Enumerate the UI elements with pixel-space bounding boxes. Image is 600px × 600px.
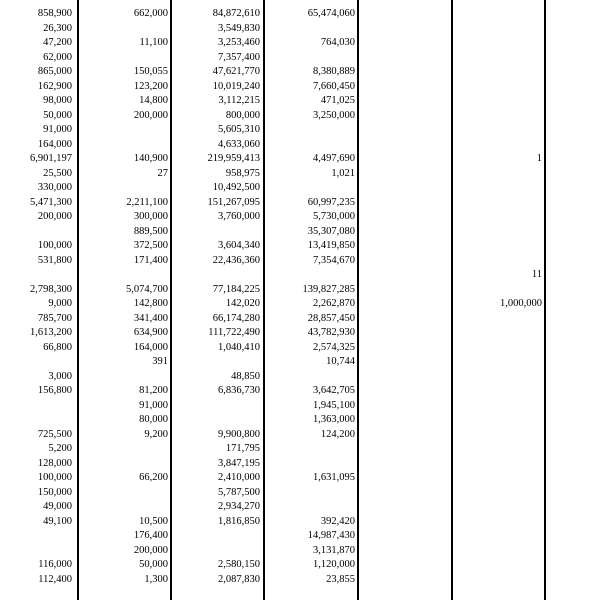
table-cell: 5,200 [48,443,72,454]
table-cell: 531,800 [37,254,72,266]
table-cell: 9,000 [48,298,72,309]
table-cell: 5,730,000 [313,211,355,222]
table-row [0,400,600,412]
table-cell: 1,363,000 [313,414,355,425]
table-cell: 14,987,430 [307,530,355,541]
table-cell: 3,604,340 [218,240,260,251]
table-cell: 2,211,100 [126,196,168,208]
table-cell: 3,847,195 [218,457,260,469]
table-cell: 26,300 [43,22,72,34]
table-cell: 634,900 [133,327,168,338]
table-cell: 23,855 [326,573,355,585]
table-cell: 11,100 [139,37,168,48]
table-cell: 62,000 [43,51,72,63]
table-cell: 35,307,080 [307,225,355,237]
table-cell: 3,112,215 [218,95,260,106]
table-cell: 124,200 [320,428,355,440]
table-cell: 10,744 [326,356,355,367]
table-cell: 3,760,000 [218,211,260,222]
table-cell: 471,025 [320,95,355,106]
table-row [0,530,600,542]
table-cell: 300,000 [133,211,168,222]
table-cell: 219,959,413 [207,153,260,164]
table-cell: 764,030 [320,37,355,48]
table-cell: 27 [157,167,168,179]
table-cell: 100,000 [37,240,72,251]
table-cell: 91,000 [139,399,168,411]
table-cell: 164,000 [37,138,72,150]
table-row [0,52,600,64]
table-row [0,545,600,557]
table-cell: 1 [536,153,542,164]
table-cell: 25,500 [43,167,72,179]
table-cell: 3,250,000 [313,109,355,121]
table-cell: 889,500 [133,225,168,237]
table-cell: 5,074,700 [126,283,168,295]
table-cell: 50,000 [139,559,168,570]
table-row [0,182,600,194]
table-row [0,240,600,252]
table-cell: 10,492,500 [212,182,260,193]
table-row [0,139,600,151]
table-row [0,23,600,35]
table-cell: 150,055 [133,66,168,77]
table-row [0,124,600,136]
table-cell: 341,400 [133,312,168,324]
table-row [0,385,600,397]
table-cell: 10,019,240 [212,80,260,92]
table-row [0,429,600,441]
table-cell: 1,021 [331,167,355,179]
table-cell: 171,795 [225,443,260,454]
table-row [0,211,600,223]
table-row [0,153,600,165]
table-cell: 3,549,830 [218,22,260,34]
table-cell: 1,945,100 [313,399,355,411]
table-row [0,516,600,528]
table-row [0,226,600,238]
table-row [0,66,600,78]
table-cell: 2,798,300 [30,283,72,295]
table-row [0,37,600,49]
table-cell: 28,857,450 [307,312,355,324]
table-cell: 2,934,270 [218,501,260,512]
table-row [0,487,600,499]
table-cell: 800,000 [225,109,260,121]
table-row [0,255,600,267]
table-cell: 43,782,930 [307,327,355,338]
table-cell: 171,400 [133,254,168,266]
table-cell: 1,613,200 [30,327,72,338]
table-cell: 5,605,310 [218,124,260,135]
table-cell: 81,200 [139,385,168,396]
table-cell: 392,420 [320,515,355,527]
table-cell: 77,184,225 [212,283,260,295]
table-cell: 66,200 [139,472,168,483]
table-cell: 50,000 [43,109,72,121]
table-cell: 164,000 [133,341,168,353]
table-cell: 200,000 [133,109,168,121]
table-cell: 8,380,889 [313,66,355,77]
table-cell: 47,200 [43,37,72,48]
table-cell: 60,997,235 [307,196,355,208]
table-cell: 2,574,325 [313,341,355,353]
table-cell: 1,816,850 [218,515,260,527]
table-cell: 7,660,450 [313,80,355,92]
table-row [0,327,600,339]
table-row [0,298,600,310]
table-row [0,8,600,20]
table-cell: 10,500 [139,515,168,527]
table-row [0,95,600,107]
table-cell: 6,901,197 [30,153,72,164]
table-cell: 142,020 [225,298,260,309]
table-cell: 66,174,280 [212,312,260,324]
table-row [0,371,600,383]
table-cell: 391 [152,356,168,367]
table-cell: 1,040,410 [218,341,260,353]
table-cell: 7,357,400 [218,51,260,63]
table-cell: 47,621,770 [212,66,260,77]
table-cell: 1,631,095 [313,472,355,483]
table-row [0,559,600,571]
table-row [0,110,600,122]
table-cell: 49,000 [43,501,72,512]
table-cell: 65,474,060 [307,8,355,19]
table-cell: 958,975 [225,167,260,179]
table-cell: 13,419,850 [307,240,355,251]
table-cell: 49,100 [43,515,72,527]
table-row [0,414,600,426]
table-cell: 9,200 [144,428,168,440]
table-cell: 91,000 [43,124,72,135]
table-cell: 116,000 [38,559,72,570]
table-cell: 785,700 [37,312,72,324]
table-cell: 5,471,300 [30,196,72,208]
table-cell: 112,400 [38,573,72,585]
table-cell: 9,900,800 [218,428,260,440]
table-cell: 123,200 [133,80,168,92]
table-cell: 142,800 [133,298,168,309]
table-cell: 200,000 [133,544,168,556]
table-cell: 84,872,610 [212,8,260,19]
table-cell: 151,267,095 [207,196,260,208]
table-row [0,342,600,354]
table-cell: 5,787,500 [218,486,260,498]
table-cell: 2,580,150 [218,559,260,570]
table-row [0,574,600,586]
table-cell: 200,000 [37,211,72,222]
table-row [0,197,600,209]
table-row [0,458,600,470]
table-cell: 6,836,730 [218,385,260,396]
table-cell: 100,000 [37,472,72,483]
table-row [0,168,600,180]
table-cell: 162,900 [37,80,72,92]
table-row [0,269,600,281]
table-cell: 48,850 [231,370,260,382]
table-cell: 3,131,870 [313,544,355,556]
table-row [0,313,600,325]
table-cell: 14,800 [139,95,168,106]
table-cell: 3,000 [48,370,72,382]
table-cell: 1,000,000 [500,298,542,309]
table-cell: 2,262,870 [313,298,355,309]
table-cell: 2,410,000 [218,472,260,483]
table-cell: 372,500 [133,240,168,251]
table-cell: 3,253,460 [218,37,260,48]
table-cell: 128,000 [37,457,72,469]
table-cell: 1,120,000 [313,559,355,570]
table-cell: 139,827,285 [302,283,355,295]
table-row [0,501,600,513]
table-cell: 98,000 [43,95,72,106]
table-cell: 111,722,490 [208,327,260,338]
table-cell: 858,900 [37,8,72,19]
table-cell: 140,900 [133,153,168,164]
table-row [0,472,600,484]
table-cell: 4,497,690 [313,153,355,164]
table-row [0,443,600,455]
table-cell: 4,633,060 [218,138,260,150]
table-row [0,284,600,296]
table-cell: 11 [531,269,542,280]
table-cell: 1,300 [144,573,168,585]
table-cell: 7,354,670 [313,254,355,266]
table-cell: 156,800 [37,385,72,396]
table-cell: 22,436,360 [212,254,260,266]
table-row [0,356,600,368]
table-cell: 725,500 [37,428,72,440]
table-cell: 330,000 [37,182,72,193]
table-cell: 176,400 [133,530,168,541]
table-cell: 66,800 [43,341,72,353]
table-cell: 3,642,705 [313,385,355,396]
table-cell: 80,000 [139,414,168,425]
table-row [0,81,600,93]
table-cell: 662,000 [133,8,168,19]
table-cell: 865,000 [37,66,72,77]
table-cell: 150,000 [37,486,72,498]
table-cell: 2,087,830 [218,573,260,585]
